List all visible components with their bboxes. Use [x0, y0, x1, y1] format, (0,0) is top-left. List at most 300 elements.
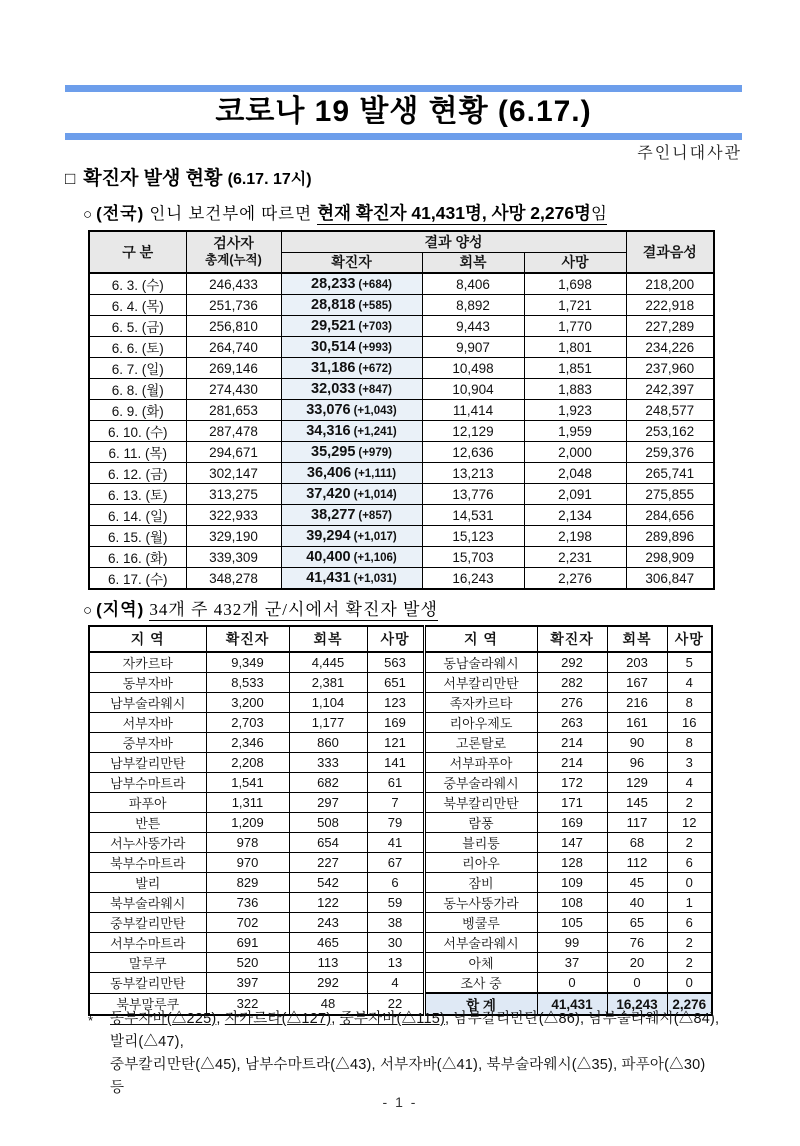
region-recovered-cell: 542 [289, 873, 367, 893]
confirmed-cell [281, 400, 422, 421]
recovered-cell: 15,703 [422, 547, 524, 568]
national-table-row [89, 358, 714, 379]
confirmed-section-heading [65, 163, 312, 190]
square-bullet-icon: □ [65, 169, 76, 188]
date-cell: 6. 7. (일) [89, 358, 186, 379]
national-tail-text: 임 [590, 204, 607, 223]
deaths-cell: 2,134 [524, 505, 626, 526]
region-name-cell: 조사 중 [424, 973, 537, 994]
confirmed-delta: (+857) [358, 510, 392, 522]
region-confirmed-cell: 970 [206, 853, 289, 873]
region-name-cell: 파푸아 [89, 793, 206, 813]
confirmed-value: 34,316 [306, 423, 351, 439]
region-recovered-cell: 90 [607, 733, 667, 753]
circle-bullet-icon: ○ [83, 206, 93, 223]
region-deaths-cell: 2 [667, 933, 712, 953]
national-table-row [89, 442, 714, 463]
region-confirmed-cell: 37 [537, 953, 607, 973]
region-confirmed-cell: 99 [537, 933, 607, 953]
region-table-row [89, 673, 712, 693]
tested-cell: 256,810 [186, 316, 281, 337]
national-table-row [89, 273, 714, 295]
confirmed-value: 32,033 [311, 381, 356, 397]
confirmed-value: 28,233 [311, 276, 356, 292]
region-recovered-cell: 297 [289, 793, 367, 813]
footnote-separator: , [445, 1011, 454, 1027]
region-name-cell: 벵쿨루 [424, 913, 537, 933]
national-table-row [89, 505, 714, 526]
national-highlight-wrap [317, 204, 607, 225]
recovered-cell: 10,904 [422, 379, 524, 400]
national-lead-text: 인니 보건부에 따르면 [144, 204, 318, 223]
tested-header-line1: 검사자 [213, 235, 254, 252]
recovered-cell: 8,892 [422, 295, 524, 316]
organization-name: 주인니대사관 [637, 145, 742, 162]
confirmed-delta: (+993) [358, 342, 392, 354]
region-name-cell: 리아우제도 [424, 713, 537, 733]
footnote-line1-rest: 남부칼리만탄(△86), 남부술라웨시(△84), 발리(△47), [110, 1011, 720, 1050]
tested-cell: 348,278 [186, 568, 281, 590]
recovered-cell: 8,406 [422, 273, 524, 295]
region-deaths-cell: 30 [367, 933, 424, 953]
date-cell: 6. 17. (수) [89, 568, 186, 590]
confirmed-delta: (+684) [358, 279, 392, 291]
region-table-header [89, 626, 712, 652]
col-header-positive-group: 결과 양성 [281, 231, 626, 252]
region-confirmed-cell: 276 [537, 693, 607, 713]
region-deaths-cell: 8 [667, 733, 712, 753]
region-deaths-cell: 6 [667, 913, 712, 933]
confirmed-value: 33,076 [306, 402, 351, 418]
region-table-row [89, 733, 712, 753]
region-recovered-cell: 216 [607, 693, 667, 713]
region-recovered-cell: 292 [289, 973, 367, 994]
region-name-cell: 남부술라웨시 [89, 693, 206, 713]
date-cell: 6. 10. (수) [89, 421, 186, 442]
region-table-row [89, 933, 712, 953]
negative-cell: 218,200 [626, 273, 714, 295]
region-name-cell: 합 계 [424, 993, 537, 1015]
region-deaths-cell: 2 [667, 953, 712, 973]
region-recovered-cell: 65 [607, 913, 667, 933]
negative-cell: 234,226 [626, 337, 714, 358]
region-table-row [89, 773, 712, 793]
confirmed-col-header: 확진자 [537, 626, 607, 652]
negative-cell: 242,397 [626, 379, 714, 400]
confirmed-delta: (+1,031) [353, 573, 397, 585]
footnote-item-underlined: 자카르타(△127) [224, 1011, 332, 1027]
region-name-cell: 발리 [89, 873, 206, 893]
region-confirmed-cell: 169 [537, 813, 607, 833]
region-name-cell: 잠비 [424, 873, 537, 893]
deaths-cell: 1,801 [524, 337, 626, 358]
region-confirmed-cell: 2,703 [206, 713, 289, 733]
region-recovered-cell: 45 [607, 873, 667, 893]
recovered-cell: 10,498 [422, 358, 524, 379]
region-confirmed-cell: 9,349 [206, 652, 289, 673]
tested-cell: 287,478 [186, 421, 281, 442]
national-scope-label: (전국) [96, 204, 145, 223]
region-recovered-cell: 161 [607, 713, 667, 733]
confirmed-delta: (+1,241) [353, 426, 397, 438]
region-name-cell: 람풍 [424, 813, 537, 833]
region-recovered-cell: 167 [607, 673, 667, 693]
region-confirmed-cell: 282 [537, 673, 607, 693]
region-recovered-cell: 227 [289, 853, 367, 873]
region-table-body [89, 652, 712, 1015]
region-confirmed-cell: 691 [206, 933, 289, 953]
region-recovered-cell: 333 [289, 753, 367, 773]
region-deaths-cell: 2,276 [667, 993, 712, 1015]
deaths-cell: 2,091 [524, 484, 626, 505]
region-deaths-cell: 8 [667, 693, 712, 713]
region-table-row [89, 753, 712, 773]
confirmed-delta: (+1,014) [353, 489, 397, 501]
region-deaths-cell: 169 [367, 713, 424, 733]
national-table-row [89, 337, 714, 358]
negative-cell: 222,918 [626, 295, 714, 316]
title-bottom-bar [65, 133, 742, 140]
deaths-cell: 2,231 [524, 547, 626, 568]
region-recovered-cell: 117 [607, 813, 667, 833]
region-deaths-cell: 13 [367, 953, 424, 973]
national-table-row [89, 526, 714, 547]
region-deaths-cell: 38 [367, 913, 424, 933]
region-name-cell: 말루쿠 [89, 953, 206, 973]
region-confirmed-cell: 128 [537, 853, 607, 873]
region-confirmed-cell: 1,541 [206, 773, 289, 793]
tested-cell: 339,309 [186, 547, 281, 568]
tested-cell: 264,740 [186, 337, 281, 358]
confirmed-cell [281, 463, 422, 484]
national-table-row [89, 421, 714, 442]
region-deaths-cell: 5 [667, 652, 712, 673]
footnote-item-underlined: 동부자바(△225) [110, 1011, 217, 1027]
footnote-item-underlined: 중부자바(△115) [339, 1011, 446, 1027]
region-recovered-cell: 465 [289, 933, 367, 953]
col-header-category: 구 분 [89, 231, 186, 273]
confirmed-cell [281, 358, 422, 379]
national-table-row [89, 547, 714, 568]
confirmed-delta: (+1,017) [353, 531, 397, 543]
region-name-cell: 동누사뚱가라 [424, 893, 537, 913]
deaths-cell: 1,851 [524, 358, 626, 379]
region-table-row [89, 953, 712, 973]
tested-cell: 302,147 [186, 463, 281, 484]
tested-cell: 329,190 [186, 526, 281, 547]
confirmed-cell [281, 295, 422, 316]
region-confirmed-cell: 105 [537, 913, 607, 933]
confirmed-delta: (+703) [358, 321, 392, 333]
region-deaths-cell: 4 [667, 673, 712, 693]
col-header-confirmed: 확진자 [281, 252, 422, 273]
footnote-separator: , [331, 1011, 340, 1027]
region-recovered-cell: 113 [289, 953, 367, 973]
negative-cell: 259,376 [626, 442, 714, 463]
region-recovered-cell: 243 [289, 913, 367, 933]
page-number: - 1 - [382, 1094, 418, 1110]
confirmed-cell [281, 505, 422, 526]
region-name-cell: 아체 [424, 953, 537, 973]
region-confirmed-cell: 978 [206, 833, 289, 853]
region-name-cell: 동남술라웨시 [424, 652, 537, 673]
region-deaths-cell: 0 [667, 873, 712, 893]
region-name-cell: 고론탈로 [424, 733, 537, 753]
confirmed-cell [281, 337, 422, 358]
recovered-col-header: 회복 [289, 626, 367, 652]
region-recovered-cell: 1,104 [289, 693, 367, 713]
national-table-row [89, 379, 714, 400]
region-col-header: 지 역 [424, 626, 537, 652]
region-name-cell: 동부칼리만탄 [89, 973, 206, 994]
deaths-cell: 2,198 [524, 526, 626, 547]
region-deaths-cell: 3 [667, 753, 712, 773]
region-name-cell: 중부자바 [89, 733, 206, 753]
region-underline-text: 34개 주 432개 군/시에서 확진자 발생 [149, 600, 438, 619]
negative-cell: 265,741 [626, 463, 714, 484]
col-header-negative: 결과음성 [626, 231, 714, 273]
confirmed-value: 30,514 [311, 339, 356, 355]
date-cell: 6. 8. (월) [89, 379, 186, 400]
tested-cell: 251,736 [186, 295, 281, 316]
region-deaths-cell: 22 [367, 993, 424, 1015]
region-table-row [89, 873, 712, 893]
region-table-row [89, 893, 712, 913]
recovered-cell: 13,213 [422, 463, 524, 484]
region-recovered-cell: 48 [289, 993, 367, 1015]
date-cell: 6. 12. (금) [89, 463, 186, 484]
recovered-cell: 12,636 [422, 442, 524, 463]
region-deaths-cell: 651 [367, 673, 424, 693]
region-table-row [89, 833, 712, 853]
tested-cell: 246,433 [186, 273, 281, 295]
region-confirmed-cell: 147 [537, 833, 607, 853]
confirmed-heading-text: 확진자 발생 현황 [83, 168, 223, 189]
confirmed-cell [281, 568, 422, 590]
col-header-recovered: 회복 [422, 252, 524, 273]
region-recovered-cell: 40 [607, 893, 667, 913]
region-col-header: 지 역 [89, 626, 206, 652]
recovered-cell: 15,123 [422, 526, 524, 547]
region-table-row [89, 793, 712, 813]
confirmed-value: 40,400 [306, 549, 351, 565]
region-recovered-cell: 112 [607, 853, 667, 873]
deaths-col-header: 사망 [367, 626, 424, 652]
region-name-cell: 자카르타 [89, 652, 206, 673]
region-table-row [89, 813, 712, 833]
region-table-row [89, 713, 712, 733]
negative-cell: 284,656 [626, 505, 714, 526]
confirmed-cell [281, 379, 422, 400]
region-confirmed-cell: 520 [206, 953, 289, 973]
confirmed-value: 41,431 [306, 570, 351, 586]
region-name-cell: 서부술라웨시 [424, 933, 537, 953]
region-deaths-cell: 1 [667, 893, 712, 913]
national-table-row [89, 316, 714, 337]
national-table [88, 230, 715, 590]
region-recovered-cell: 129 [607, 773, 667, 793]
confirmed-value: 37,420 [306, 486, 351, 502]
region-name-cell: 북부술라웨시 [89, 893, 206, 913]
region-confirmed-cell: 1,209 [206, 813, 289, 833]
negative-cell: 253,162 [626, 421, 714, 442]
region-confirmed-cell: 8,533 [206, 673, 289, 693]
region-recovered-cell: 0 [607, 973, 667, 994]
tested-cell: 322,933 [186, 505, 281, 526]
region-confirmed-cell: 41,431 [537, 993, 607, 1015]
negative-cell: 248,577 [626, 400, 714, 421]
region-name-cell: 반튼 [89, 813, 206, 833]
confirmed-value: 36,406 [306, 465, 352, 481]
document-title: 코로나 19 발생 현황 (6.17.) [215, 95, 592, 128]
region-deaths-cell: 16 [667, 713, 712, 733]
national-table-row [89, 295, 714, 316]
region-recovered-cell: 682 [289, 773, 367, 793]
region-recovered-cell: 860 [289, 733, 367, 753]
region-confirmed-cell: 397 [206, 973, 289, 994]
region-deaths-cell: 12 [667, 813, 712, 833]
region-confirmed-cell: 108 [537, 893, 607, 913]
region-deaths-cell: 2 [667, 793, 712, 813]
region-deaths-cell: 6 [367, 873, 424, 893]
national-table-body [89, 273, 714, 589]
deaths-cell: 1,721 [524, 295, 626, 316]
region-name-cell: 족자카르타 [424, 693, 537, 713]
confirmed-heading-time: (6.17. 17시) [227, 171, 312, 188]
region-name-cell: 남부수마트라 [89, 773, 206, 793]
region-recovered-cell: 508 [289, 813, 367, 833]
confirmed-cell [281, 526, 422, 547]
confirmed-cell [281, 316, 422, 337]
negative-cell: 298,909 [626, 547, 714, 568]
recovered-cell: 12,129 [422, 421, 524, 442]
region-name-cell: 블리퉁 [424, 833, 537, 853]
region-deaths-cell: 6 [667, 853, 712, 873]
confirmed-delta: (+585) [358, 300, 392, 312]
tested-header-line2: 총계(누적) [205, 252, 262, 267]
region-deaths-cell: 2 [667, 833, 712, 853]
tested-cell: 294,671 [186, 442, 281, 463]
region-name-cell: 동부자바 [89, 673, 206, 693]
region-deaths-cell: 141 [367, 753, 424, 773]
region-confirmed-cell: 172 [537, 773, 607, 793]
confirmed-cell [281, 421, 422, 442]
region-recovered-cell: 16,243 [607, 993, 667, 1015]
date-cell: 6. 13. (토) [89, 484, 186, 505]
national-table-row [89, 463, 714, 484]
confirmed-cell [281, 547, 422, 568]
region-name-cell: 리아우 [424, 853, 537, 873]
region-confirmed-cell: 263 [537, 713, 607, 733]
region-recovered-cell: 96 [607, 753, 667, 773]
negative-cell: 275,855 [626, 484, 714, 505]
region-table-row [89, 913, 712, 933]
confirmed-delta: (+979) [358, 447, 392, 459]
region-deaths-cell: 79 [367, 813, 424, 833]
date-cell: 6. 4. (목) [89, 295, 186, 316]
region-recovered-cell: 122 [289, 893, 367, 913]
region-name-cell: 서부파푸아 [424, 753, 537, 773]
deaths-cell: 1,770 [524, 316, 626, 337]
region-name-cell: 서부자바 [89, 713, 206, 733]
region-confirmed-cell: 292 [537, 652, 607, 673]
tested-cell: 281,653 [186, 400, 281, 421]
date-cell: 6. 16. (화) [89, 547, 186, 568]
confirmed-delta: (+672) [358, 363, 392, 375]
region-name-cell: 북부칼리만탄 [424, 793, 537, 813]
national-table-row [89, 484, 714, 505]
region-confirmed-cell: 0 [537, 973, 607, 994]
region-confirmed-cell: 322 [206, 993, 289, 1015]
footnote-text [110, 1008, 720, 1100]
region-confirmed-cell: 214 [537, 753, 607, 773]
confirmed-delta: (+1,043) [353, 405, 397, 417]
region-confirmed-cell: 2,346 [206, 733, 289, 753]
negative-cell: 306,847 [626, 568, 714, 590]
recovered-cell: 9,907 [422, 337, 524, 358]
recovered-cell: 9,443 [422, 316, 524, 337]
national-table-row [89, 568, 714, 590]
recovered-cell: 11,414 [422, 400, 524, 421]
date-cell: 6. 14. (일) [89, 505, 186, 526]
col-header-deaths: 사망 [524, 252, 626, 273]
region-deaths-cell: 7 [367, 793, 424, 813]
region-confirmed-cell: 736 [206, 893, 289, 913]
region-name-cell: 서누사뚱가라 [89, 833, 206, 853]
deaths-cell: 2,000 [524, 442, 626, 463]
asterisk-marker: * [88, 1013, 94, 1028]
confirmed-value: 29,521 [311, 318, 356, 334]
region-name-cell: 중부칼리만탄 [89, 913, 206, 933]
region-recovered-cell: 654 [289, 833, 367, 853]
region-scope-label: (지역) [96, 600, 145, 619]
region-recovered-cell: 4,445 [289, 652, 367, 673]
region-deaths-cell: 563 [367, 652, 424, 673]
region-confirmed-cell: 3,200 [206, 693, 289, 713]
confirmed-value: 39,294 [306, 528, 351, 544]
deaths-cell: 2,048 [524, 463, 626, 484]
region-table-row [89, 853, 712, 873]
region-confirmed-cell: 829 [206, 873, 289, 893]
deaths-cell: 1,698 [524, 273, 626, 295]
footnote [88, 1008, 720, 1100]
region-recovered-cell: 20 [607, 953, 667, 973]
region-name-cell: 서부칼리만탄 [424, 673, 537, 693]
region-deaths-cell: 61 [367, 773, 424, 793]
region-recovered-cell: 2,381 [289, 673, 367, 693]
region-table-row [89, 693, 712, 713]
confirmed-delta: (+1,106) [353, 552, 397, 564]
region-recovered-cell: 1,177 [289, 713, 367, 733]
deaths-col-header: 사망 [667, 626, 712, 652]
confirmed-cell [281, 442, 422, 463]
region-summary-line [83, 595, 438, 620]
deaths-cell: 1,883 [524, 379, 626, 400]
negative-cell: 227,289 [626, 316, 714, 337]
region-recovered-cell: 203 [607, 652, 667, 673]
region-confirmed-cell: 171 [537, 793, 607, 813]
region-deaths-cell: 67 [367, 853, 424, 873]
national-highlight-text: 현재 확진자 41,431명, 사망 2,276명 [317, 203, 591, 223]
region-deaths-cell: 59 [367, 893, 424, 913]
confirmed-delta: (+1,111) [354, 468, 397, 480]
region-table-row [89, 973, 712, 994]
region-confirmed-cell: 1,311 [206, 793, 289, 813]
date-cell: 6. 11. (목) [89, 442, 186, 463]
deaths-cell: 1,959 [524, 421, 626, 442]
date-cell: 6. 3. (수) [89, 273, 186, 295]
tested-cell: 313,275 [186, 484, 281, 505]
